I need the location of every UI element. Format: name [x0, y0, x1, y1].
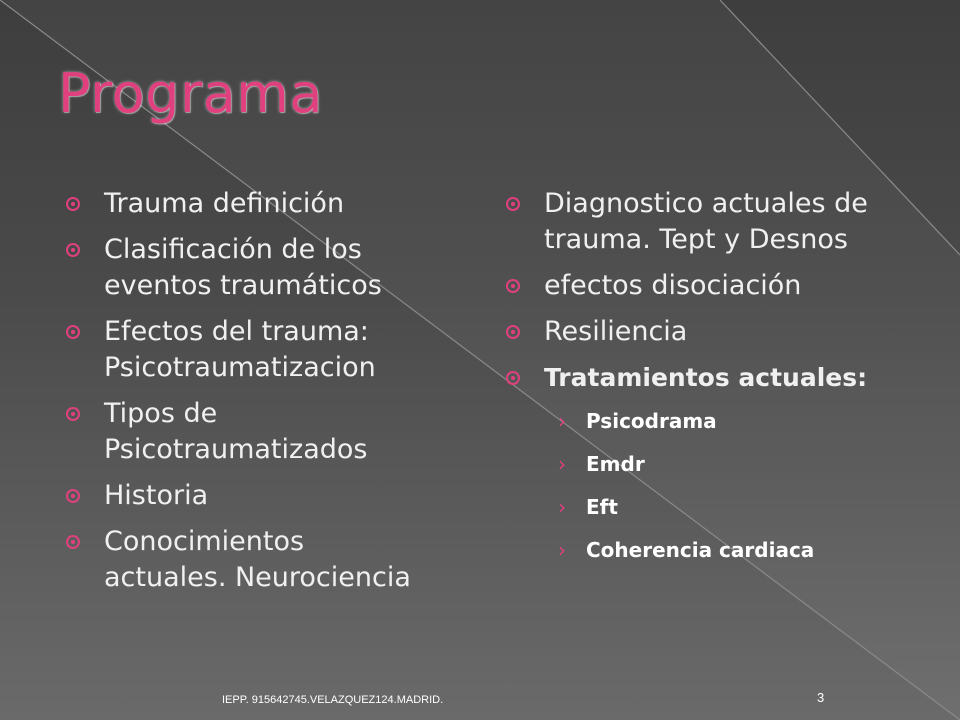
bullet-item — [506, 268, 906, 304]
bullet-text: Resiliencia — [544, 316, 688, 347]
target-bullet-icon — [66, 197, 80, 211]
sub-bullet-text: Emdr — [586, 452, 645, 476]
bullet-item — [506, 314, 906, 350]
bullet-text: Historia — [104, 480, 209, 511]
bullet-item — [66, 524, 426, 596]
bullet-text: Trauma definición — [104, 188, 345, 219]
target-bullet-icon — [66, 535, 80, 549]
page-number: 3 — [817, 690, 825, 705]
sub-bullet-item — [506, 449, 906, 479]
bullet-item-treatments — [506, 360, 906, 396]
target-bullet-icon — [506, 371, 520, 385]
target-bullet-icon — [506, 197, 520, 211]
sub-bullet-item — [506, 492, 906, 522]
bullet-item — [506, 186, 906, 258]
sub-bullet-item — [506, 535, 906, 565]
target-bullet-icon — [66, 407, 80, 421]
right-bullet-list — [506, 186, 906, 578]
target-bullet-icon — [506, 325, 520, 339]
bullet-item — [66, 478, 426, 514]
sub-bullet-text: Eft — [586, 495, 618, 519]
slide-footer: IEPP. 915642745.VELAZQUEZ124.MADRID. — [222, 694, 444, 706]
bullet-text: Clasificación de los eventos traumáticos — [104, 234, 382, 301]
target-bullet-icon — [66, 489, 80, 503]
target-bullet-icon — [506, 279, 520, 293]
bullet-text: Efectos del trauma: Psicotraumatizacion — [104, 316, 376, 383]
sub-bullet-text: Coherencia cardiaca — [586, 538, 815, 562]
chevron-right-icon: › — [558, 409, 566, 433]
bullet-item — [66, 314, 426, 386]
bullet-text: Diagnostico actuales de trauma. Tept y Desnos — [544, 188, 868, 255]
chevron-right-icon: › — [558, 452, 566, 476]
target-bullet-icon — [66, 243, 80, 257]
bullet-item — [66, 186, 426, 222]
bullet-text: Conocimientos actuales. Neurociencia — [104, 526, 411, 593]
sub-bullet-item — [506, 406, 906, 436]
left-bullet-list — [66, 186, 426, 606]
chevron-right-icon: › — [558, 495, 566, 519]
bullet-item — [66, 232, 426, 304]
bullet-text: Tipos de Psicotraumatizados — [104, 398, 368, 465]
bullet-item — [66, 396, 426, 468]
bullet-text: efectos disociación — [544, 270, 802, 301]
chevron-right-icon: › — [558, 538, 566, 562]
slide-title: Programa — [58, 62, 323, 125]
bullet-text: Tratamientos actuales: — [544, 363, 868, 392]
target-bullet-icon — [66, 325, 80, 339]
sub-bullet-text: Psicodrama — [586, 409, 717, 433]
